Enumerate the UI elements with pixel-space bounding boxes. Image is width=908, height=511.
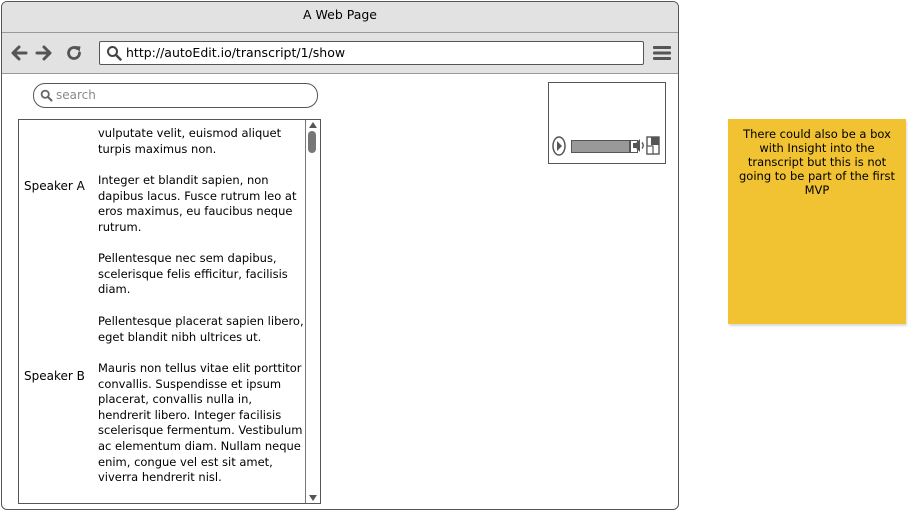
search-icon [106, 45, 122, 61]
transcript-paragraph[interactable]: Integer et blandit sapien, non dapibus lacus. Fusce rutrum leo at eros maximus, eu faucibus neque rutrum. [98, 173, 297, 234]
browser-window [1, 1, 679, 510]
speaker-label: Speaker B [24, 369, 85, 383]
transcript-paragraph[interactable]: Pellentesque placerat sapien libero, eget blandit nibh ultrices ut. [98, 314, 304, 344]
progress-bar[interactable] [571, 140, 630, 153]
title-bar [2, 2, 678, 33]
transcript-paragraph[interactable]: Mauris non tellus vitae elit porttitor convallis. Suspendisse et ipsum placerat, convallis nulla in, hendrerit libero. Integer facilisis scelerisque fermentum. Vestibulum ac elementum diam. Nullam neque enim, congue vel est sit amet, viverra hendrerit nisl. [98, 361, 303, 485]
transcript-paragraph[interactable]: vulputate velit, euismod aliquet turpis maximus non. [98, 126, 282, 156]
url-text[interactable]: http://autoEdit.io/transcript/1/show [126, 45, 346, 60]
transcript-scrollbar[interactable] [305, 120, 320, 503]
scroll-down-arrow-icon[interactable] [309, 495, 317, 501]
sticky-note [728, 119, 906, 324]
reload-icon[interactable] [65, 44, 83, 62]
speaker-volume-icon[interactable] [632, 138, 645, 153]
hamburger-menu-icon[interactable] [653, 45, 671, 61]
play-icon[interactable] [552, 136, 566, 156]
scroll-up-arrow-icon[interactable] [309, 122, 317, 128]
window-title: A Web Page [302, 7, 377, 22]
address-bar[interactable] [99, 41, 644, 65]
search-input[interactable] [56, 86, 306, 103]
transcript-paragraph[interactable]: Pellentesque nec sem dapibus, scelerisque felis efficitur, facilisis diam. [98, 251, 288, 297]
transcript-search[interactable] [33, 83, 318, 108]
media-player [548, 82, 666, 164]
transcript-panel[interactable] [18, 119, 321, 504]
sticky-note-text: There could also be a box with Insight into the transcript but this is not going to be part of the first MVP [739, 127, 895, 197]
back-arrow-icon[interactable] [10, 44, 28, 62]
speaker-label: Speaker A [24, 179, 85, 193]
browser-toolbar [2, 33, 678, 74]
forward-arrow-icon[interactable] [35, 44, 53, 62]
scrollbar-thumb[interactable] [308, 131, 316, 153]
fullscreen-icon[interactable] [646, 136, 660, 155]
search-icon [40, 89, 53, 102]
